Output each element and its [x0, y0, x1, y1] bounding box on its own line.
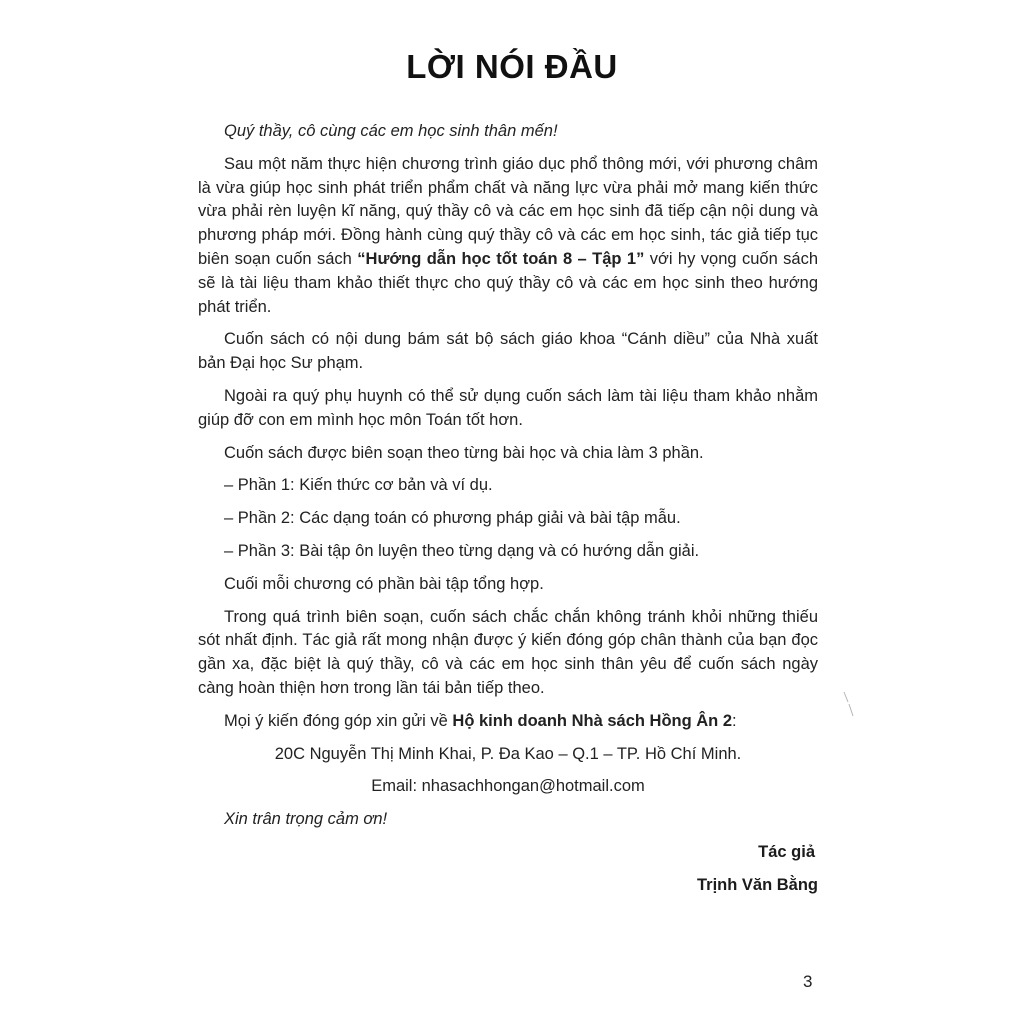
signature-role: Tác giả — [758, 843, 815, 861]
thanks-line: Xin trân trọng cảm ơn! — [224, 810, 388, 829]
contact-text: Mọi ý kiến đóng góp xin gửi về — [224, 711, 453, 730]
contact-colon: : — [732, 711, 737, 730]
paragraph-feedback: Trong quá trình biên soạn, cuốn sách chắc chắn không tránh khỏi những thiếu sót nhất định. Tác giả rất mong nhận được ý kiến đóng góp chân thành của bạn đọc gần xa, đặc biệt là quý thầy, cô và các em học sinh thân yêu để cuốn sách ngày càng hoàn thiện hơn trong lần tái bản tiếp theo. — [198, 607, 818, 697]
address-line: 20C Nguyễn Thị Minh Khai, P. Đa Kao – Q.1 – TP. Hồ Chí Minh. — [274, 744, 742, 763]
paragraph-intro-text-a: Sau một năm thực hiện chương trình giáo dục phổ thông mới, với phương châm là vừa giúp học sinh phát triển phẩm chất và năng lực vừa phải mở mang kiến thức vừa phải rèn luyện kĩ năng, quý thầy cô và các em học sinh đã tiếp cận nội dung và phương pháp mới. Đồng hành cùng quý thầy cô và các em học sinh, tác giả tiếp tục biên soạn cuốn sách — [198, 154, 818, 268]
page-title: LỜI NÓI ĐẦU — [406, 48, 618, 85]
book-title-bold: “Hướng dẫn học tốt toán 8 – Tập 1” — [357, 249, 645, 268]
list-item-part-1: – Phần 1: Kiến thức cơ bản và ví dụ. — [224, 476, 493, 495]
paragraph-textbook: Cuốn sách có nội dung bám sát bộ sách giáo khoa “Cánh diều” của Nhà xuất bản Đại học Sư phạm. — [198, 330, 818, 373]
paragraph-structure: Cuốn sách được biên soạn theo từng bài học và chia làm 3 phần. — [224, 443, 704, 462]
list-item-part-3: – Phần 3: Bài tập ôn luyện theo từng dạng và có hướng dẫn giải. — [224, 541, 700, 560]
paragraph-intro-text-b: với hy vọng cuốn sách sẽ là tài liệu tham khảo thiết thực cho quý thầy cô và các em học sinh theo hướng phát triển. — [198, 249, 819, 316]
paragraph-contact — [198, 710, 818, 734]
list-item-part-2: – Phần 2: Các dạng toán có phương pháp giải và bài tập mẫu. — [224, 509, 681, 528]
preface-body — [198, 120, 818, 841]
publisher-name-bold: Hộ kinh doanh Nhà sách Hồng Ân 2 — [452, 711, 733, 730]
paragraph-parents: Ngoài ra quý phụ huynh có thể sử dụng cuốn sách làm tài liệu tham khảo nhằm giúp đỡ con em mình học môn Toán tốt hơn. — [198, 386, 818, 429]
scan-mark — [842, 690, 856, 720]
email-line: Email: nhasachhongan@hotmail.com — [371, 777, 645, 796]
page-number: 3 — [803, 972, 813, 991]
paragraph-chapter-exercises: Cuối mỗi chương có phần bài tập tổng hợp. — [224, 574, 544, 593]
paragraph-intro — [198, 153, 818, 320]
greeting-line: Quý thầy, cô cùng các em học sinh thân mến! — [224, 122, 558, 140]
signature-name: Trịnh Văn Bằng — [696, 876, 818, 894]
